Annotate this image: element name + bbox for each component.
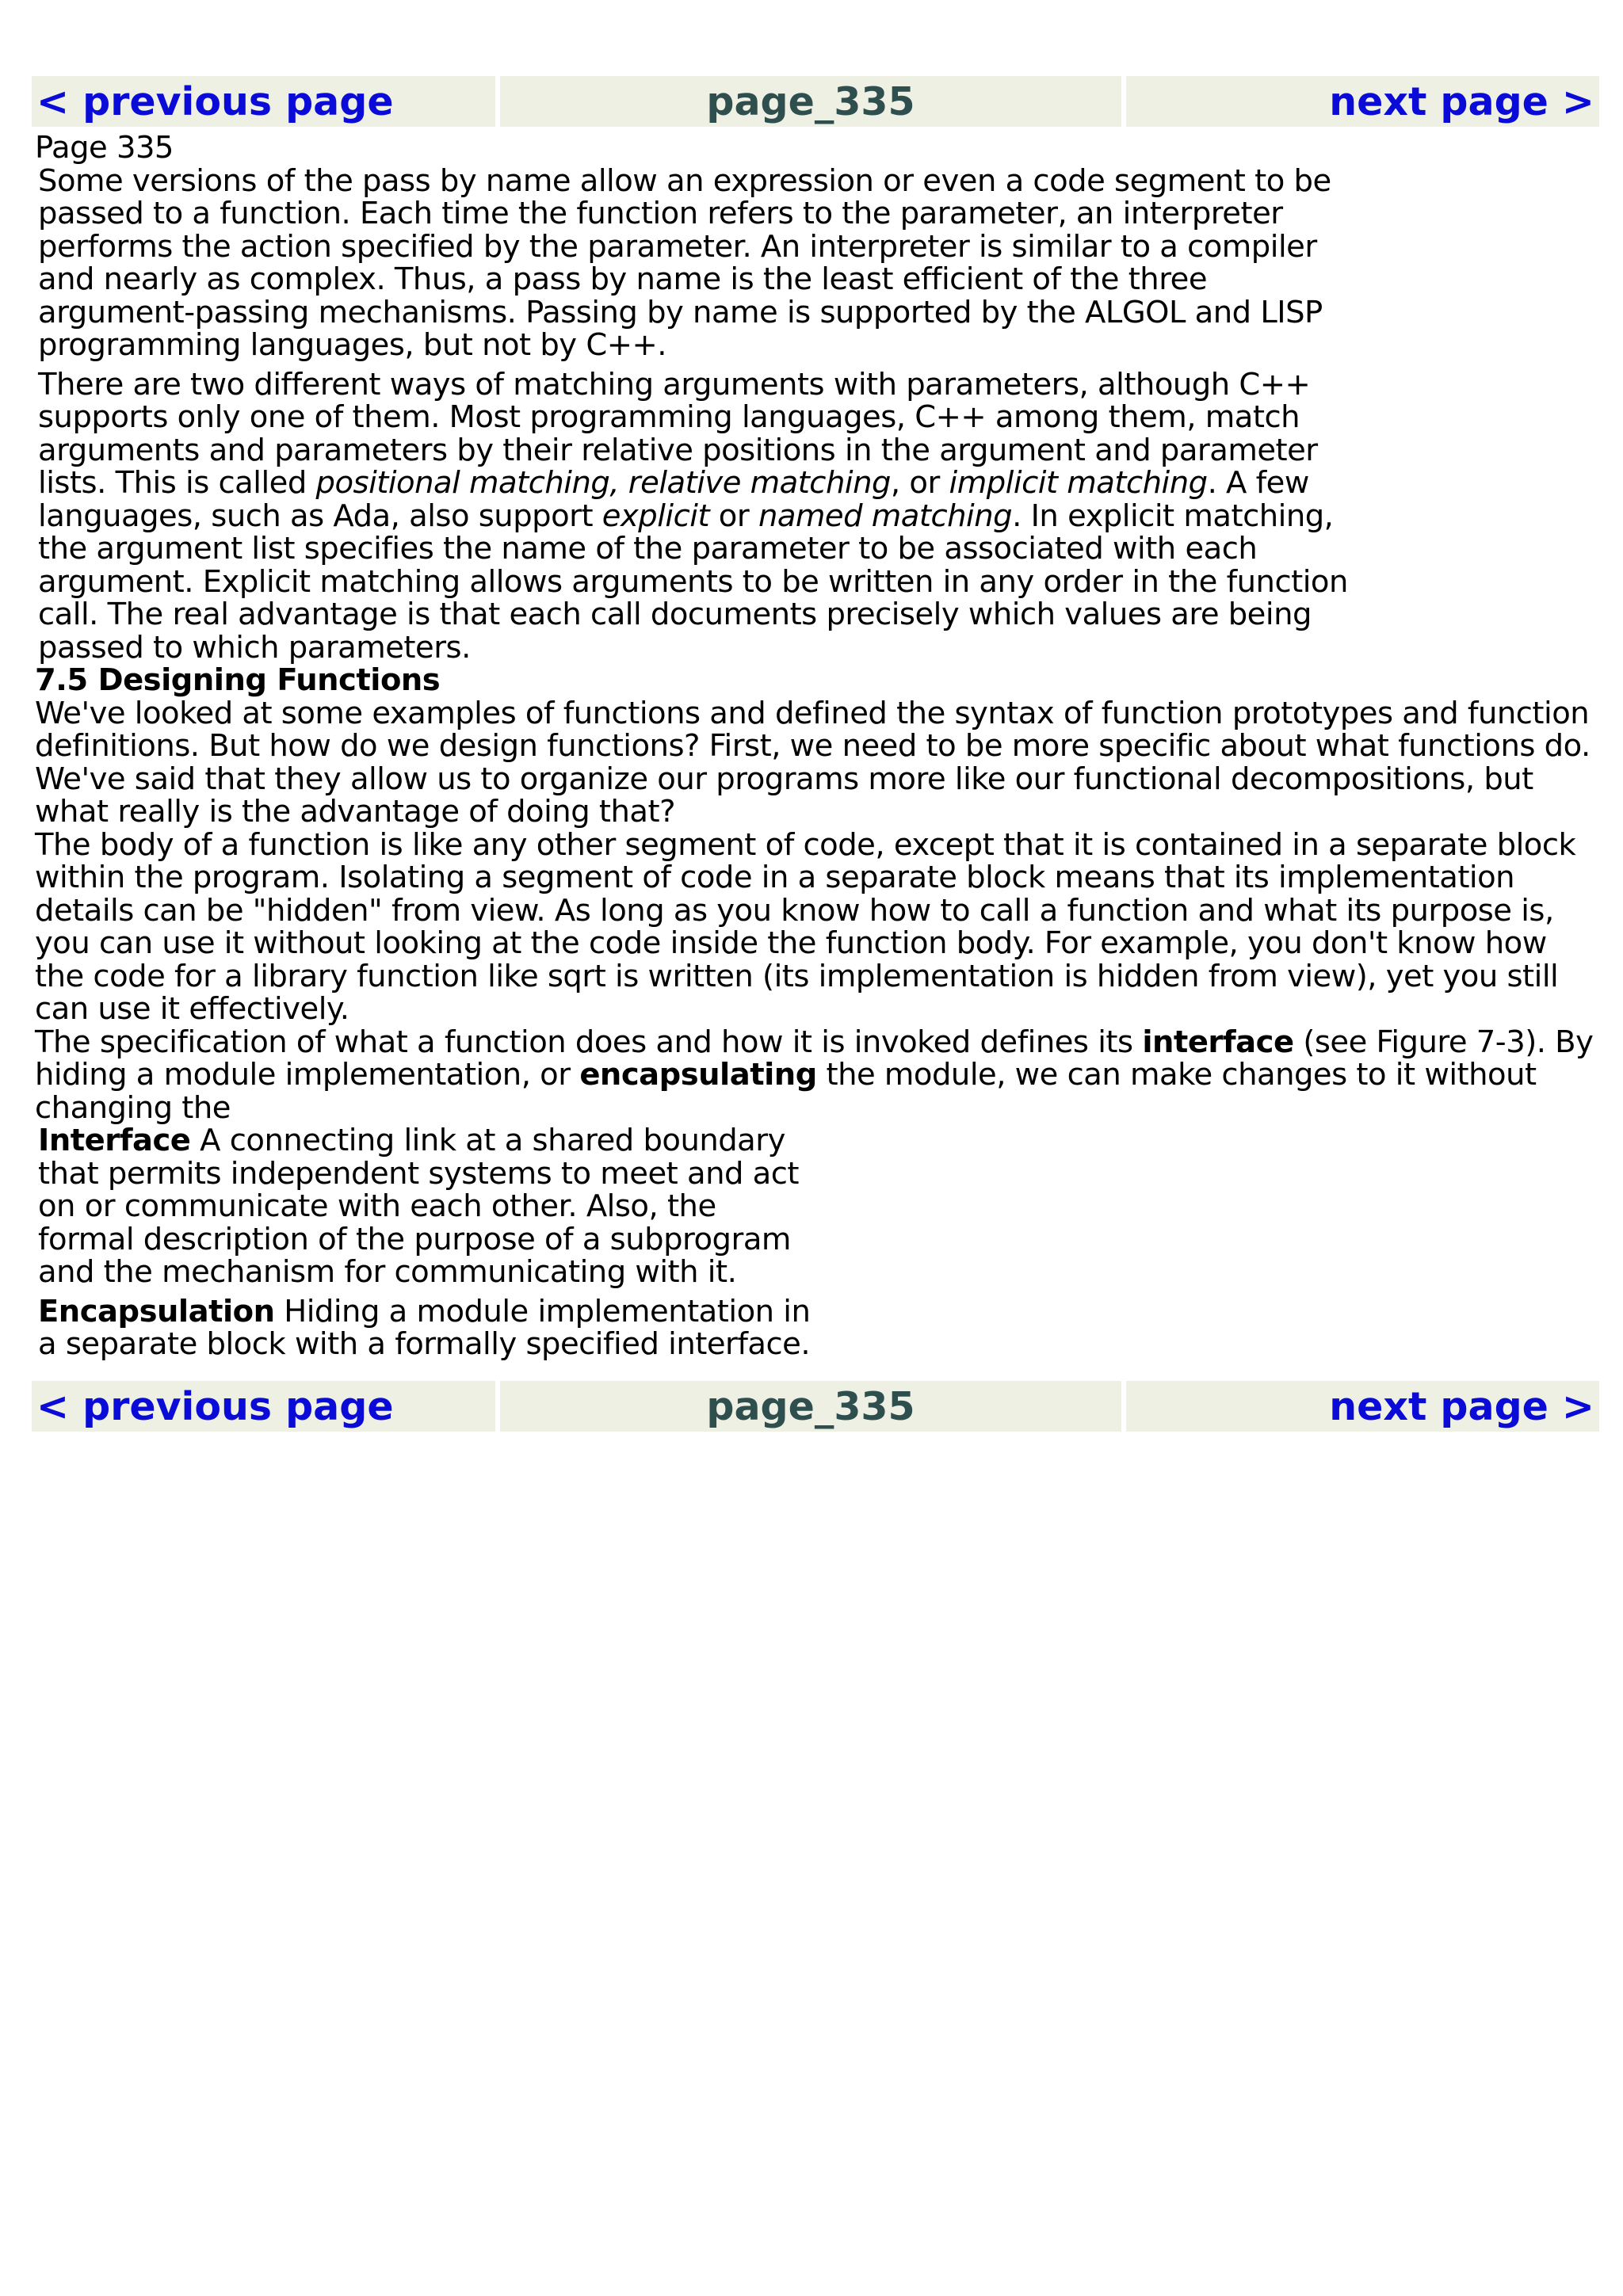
top-navigation-bar — [32, 76, 1599, 127]
matching-text-2: , or — [890, 465, 949, 501]
matching-term-explicit: explicit — [601, 498, 710, 534]
bottom-navigation-bar — [32, 1381, 1599, 1432]
design-intro-paragraph: We've looked at some examples of functions and defined the syntax of function prototypes and function definitions. But how do we design functions? First, we need to be more specific about what functions do. We've said that they allow us to organize our programs more like our functional decompositions, but what really is the advantage of doing that? — [35, 695, 1591, 830]
definitions-sidebar — [35, 1124, 815, 1361]
page-indicator: page_335 — [500, 76, 1121, 127]
spec-text-2: (see Figure 7-3). By hiding a module implementation, or — [35, 1024, 1594, 1093]
previous-page-link[interactable]: < previous page — [32, 76, 495, 127]
matching-paragraph — [35, 368, 1354, 665]
spec-text-1: The specification of what a function does and how it is invoked defines its — [35, 1024, 1143, 1060]
definition-term: Interface — [38, 1123, 191, 1158]
definition-text: Hiding a module implementation in a separate block with a formally specified interface. — [38, 1293, 811, 1362]
specification-paragraph — [35, 1026, 1596, 1125]
spec-term-interface: interface — [1142, 1024, 1294, 1060]
matching-term-implicit: implicit matching — [949, 465, 1208, 501]
section-heading: 7.5 Designing Functions — [35, 662, 441, 698]
matching-text-4: or — [709, 498, 758, 534]
pass-by-name-paragraph: Some versions of the pass by name allow an expression or even a code segment to be passed to a function. Each time the function refers to the parameter, an interpreter performs the action specified by the parameter. An interpreter is similar to a compiler and nearly as complex. Thus, a pass by name is the least efficient of the three argument-passing mechanisms. Passing by name is supported by the ALGOL and LISP programming languages, but not by C++. — [38, 162, 1331, 363]
matching-text-3: . A few languages, such as Ada, also support — [38, 465, 1309, 534]
next-page-link[interactable]: next page > — [1126, 76, 1599, 127]
definition-encapsulation — [38, 1295, 815, 1361]
page-indicator: page_335 — [500, 1381, 1121, 1432]
definition-text: A connecting link at a shared boundary that permits independent systems to meet and act on or communicate with each other. Also, the formal description of the purpose of a subprogram and the mechanism for communicating with it. — [38, 1123, 800, 1290]
page-number-label: Page 335 — [35, 130, 174, 166]
spec-text-3: the module, we can make changes to it without changing the — [35, 1057, 1537, 1126]
page-content — [35, 132, 1596, 1361]
matching-text-5: . In explicit matching, the argument list specifies the name of the parameter to be associated with each argument. Explicit matching allows arguments to be written in any order in the function call. The real advantage is that each call documents precisely which values are being passed to which parameters. — [38, 498, 1348, 666]
next-page-link[interactable]: next page > — [1126, 1381, 1599, 1432]
matching-text-1: There are two different ways of matching arguments with parameters, although C++ supports only one of them. Most programming languages, C++ among them, match arguments and parameters by their relative positions in the argument and parameter lists. This is called — [38, 366, 1318, 501]
function-body-paragraph: The body of a function is like any other segment of code, except that it is contained in a separate block within the program. Isolating a segment of code in a separate block means that its implementation details can be "hidden" from view. As long as you know how to call a function and what its purpose is, you can use it without looking at the code inside the function body. For example, you don't know how the code for a library function like sqrt is written (its implementation is hidden from view), yet you still can use it effectively. — [35, 826, 1576, 1027]
definition-term: Encapsulation — [38, 1293, 275, 1329]
previous-page-link[interactable]: < previous page — [32, 1381, 495, 1432]
spec-term-encapsulating: encapsulating — [579, 1057, 817, 1093]
matching-term-named: named matching — [758, 498, 1013, 534]
definition-interface — [38, 1124, 815, 1289]
matching-term-positional: positional matching, relative matching — [315, 465, 891, 501]
